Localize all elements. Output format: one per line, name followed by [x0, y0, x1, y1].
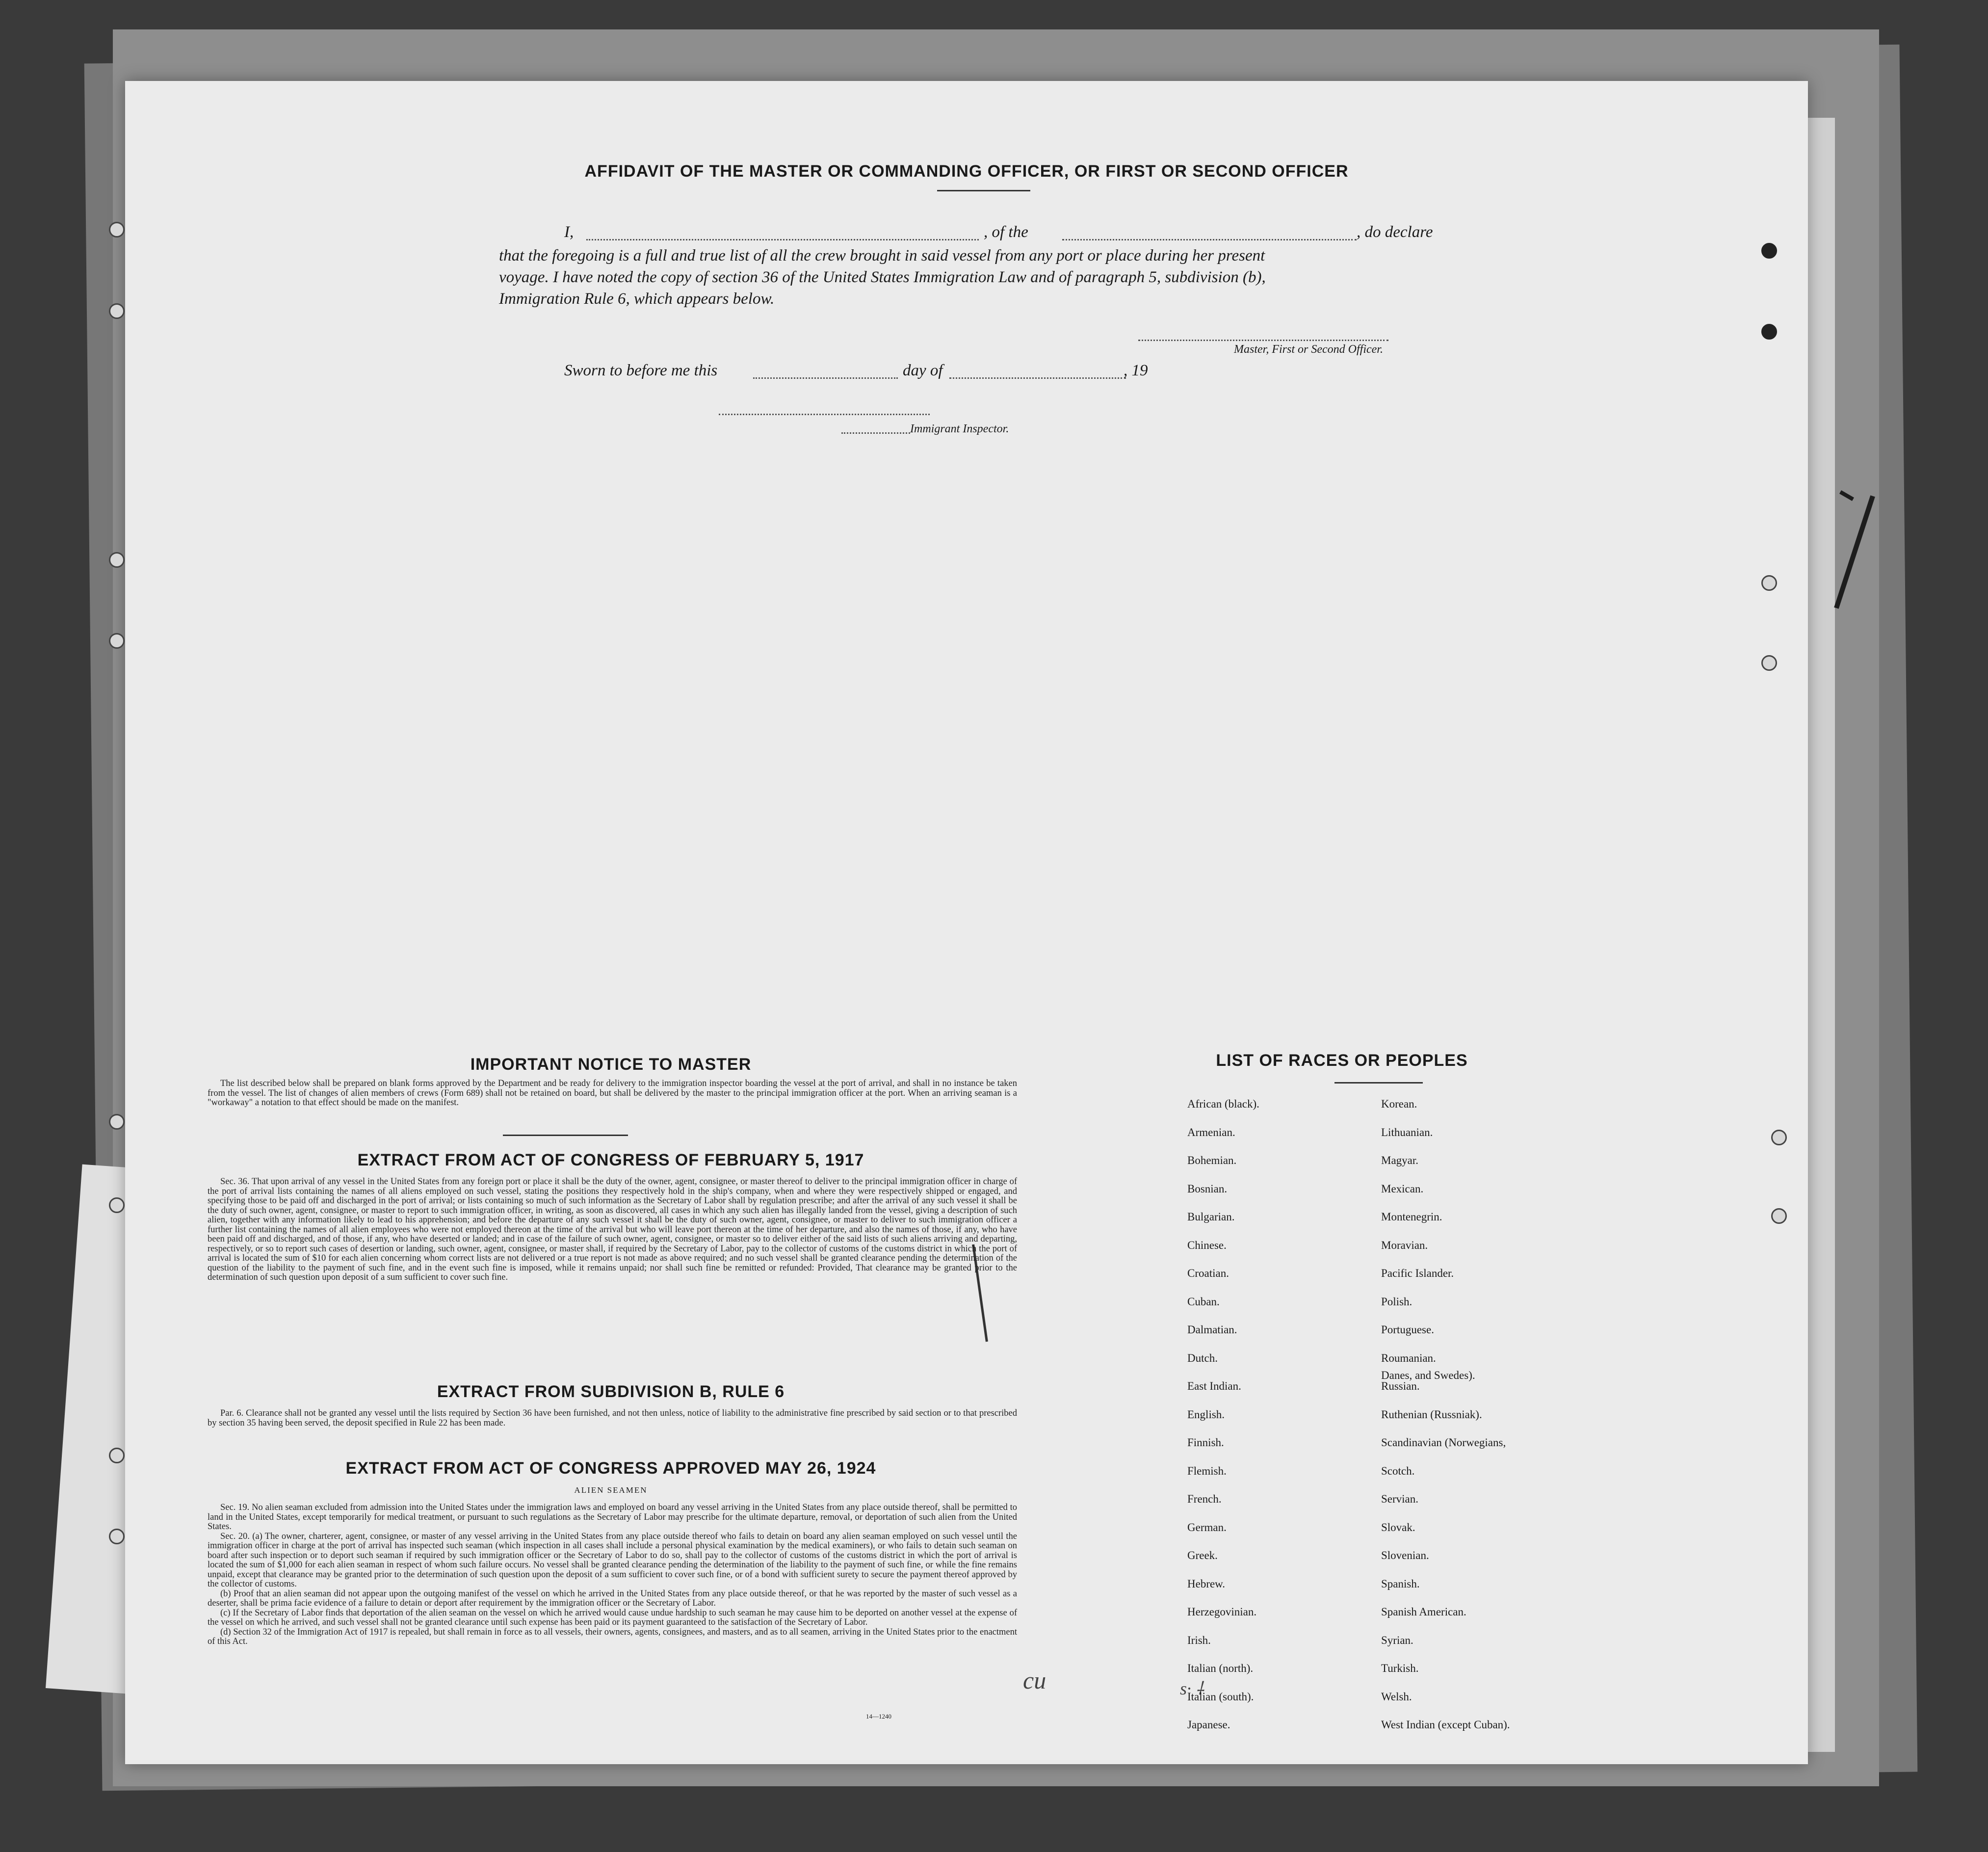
divider: [503, 1135, 628, 1136]
day-of-label: day of: [903, 362, 943, 379]
race-item: Bosnian.: [1187, 1182, 1228, 1195]
race-item: German.: [1187, 1521, 1227, 1534]
race-item-continuation: Danes, and Swedes).: [1381, 1369, 1475, 1381]
extract-1924-title: EXTRACT FROM ACT OF CONGRESS APPROVED MAY 26, 1924: [345, 1459, 876, 1478]
punch-hole: [109, 552, 125, 568]
race-item: Dalmatian.: [1187, 1323, 1237, 1336]
master-signature-line: [1138, 340, 1388, 341]
race-item: Herzegovinian.: [1187, 1606, 1257, 1618]
race-item: East Indian.: [1187, 1380, 1241, 1392]
race-item: Finnish.: [1187, 1436, 1224, 1449]
inspector-signature-line: [719, 414, 930, 415]
race-item: Flemish.: [1187, 1464, 1227, 1477]
race-item: Scandinavian (Norwegians,: [1381, 1436, 1506, 1449]
punch-hole: [109, 222, 125, 238]
punch-hole: [1761, 575, 1777, 591]
punch-hole: [1761, 324, 1777, 340]
race-item: Scotch.: [1381, 1464, 1415, 1477]
race-item: Portuguese.: [1381, 1323, 1434, 1336]
extract-1917-title: EXTRACT FROM ACT OF CONGRESS OF FEBRUARY 5, 1917: [357, 1151, 864, 1169]
punch-hole: [109, 1114, 125, 1130]
punch-hole: [1771, 1130, 1787, 1145]
month-blank: [949, 377, 1126, 379]
punch-hole: [109, 303, 125, 319]
affidavit-line4: Immigration Rule 6, which appears below.: [499, 290, 775, 308]
race-item: Slovenian.: [1381, 1549, 1429, 1561]
document-page: [125, 81, 1808, 1764]
punch-hole: [1771, 1208, 1787, 1224]
divider: [937, 190, 1030, 191]
punch-hole: [1761, 655, 1777, 671]
race-item: Polish.: [1381, 1295, 1413, 1308]
affidavit-line2: that the foregoing is a full and true list of all the crew brought in said vessel from any port or place during her present: [499, 247, 1265, 265]
race-item: Servian.: [1381, 1493, 1419, 1505]
race-item: Spanish American.: [1381, 1606, 1466, 1618]
race-item: Lithuanian.: [1381, 1126, 1433, 1138]
extract-1917-text: Sec. 36. That upon arrival of any vessel in the United States from any foreign port or place it shall be the duty of the owner, agent, consignee, or master thereof to deliver to the principal immigration officer in charge of the port of arrival lists containing the names of all aliens employed on such vessel, stating the positions they respectively hold in the ship's company, when and where they were respectively shipped or engaged, and specifying those to be paid off and discharged in the port of arrival; or lists containing so much of such information as the Secretary of Labor shall by regulation prescribe; and after the arrival of any such vessel it shall be the duty of such owner, agent, consignee, or master to report to such immigration officer, in writing, as soon as discovered, all cases in which any such alien has illegally landed from the vessel, giving a description of such alien, together with any information likely to lead to his apprehension; and before the departure of any such vessel it shall be the duty of such owner, agent, consignee, or master to deliver to such immigration officer a further list containing the names of all alien employees who were not employed thereon at the time of the arrival but who will leave port thereon at the time of her departure, and also the names of those, if any, who have been paid off and discharged, and of those, if any, who have deserted or landed; and in case of the failure of such owner, agent, consignee, or master so to deliver either of the said lists of such aliens arriving and departing, respectively, or so to report such cases of desertion or landing, such owner, agent, consignee, or master shall, if required by the Secretary of Labor, pay to the collector of customs of the customs district in which the port of arrival is located the sum of $10 for each alien concerning whom correct lists are not delivered or a true report is not made as above required; and no such vessel shall be granted clearance pending the determination of the question of the liability to the payment of such fine, and in the event such fine is imposed, while it remains unpaid; nor shall such fine be remitted or refunded: Provided, That clearance may be granted prior to the determination of such question upon deposit of a sum sufficient to cover such fine.: [208, 1177, 1017, 1282]
race-item: Dutch.: [1187, 1351, 1218, 1364]
alien-seamen-subtitle: ALIEN SEAMEN: [574, 1485, 648, 1495]
race-item: Hebrew.: [1187, 1577, 1226, 1590]
race-item: Welsh.: [1381, 1690, 1412, 1703]
race-item: Cuban.: [1187, 1295, 1220, 1308]
race-item: Mexican.: [1381, 1182, 1424, 1195]
master-label: Master, First or Second Officer.: [1234, 343, 1383, 356]
race-item: Chinese.: [1187, 1239, 1227, 1251]
scribble: s· ⸸: [1180, 1679, 1204, 1698]
race-item: Croatian.: [1187, 1267, 1229, 1279]
form-code: 14—1240: [866, 1713, 891, 1720]
race-item: African (black).: [1187, 1098, 1259, 1110]
race-item: Korean.: [1381, 1098, 1417, 1110]
punch-hole: [109, 633, 125, 649]
vessel-blank: [1062, 239, 1357, 240]
extract-rule6-text: Par. 6. Clearance shall not be granted any vessel until the lists required by Section 36 have been furnished, and not then unless, notice of liability to the administrative fine prescribed by said section or to that prescribed by section 35 having been served, the deposit specified in Rule 22 has been made.: [208, 1408, 1017, 1428]
affidavit-i: I,: [564, 223, 574, 241]
extract-rule6-title: EXTRACT FROM SUBDIVISION B, RULE 6: [437, 1382, 785, 1401]
divider: [1334, 1082, 1423, 1084]
race-item: West Indian (except Cuban).: [1381, 1719, 1510, 1731]
inspector-label: Immigrant Inspector.: [910, 423, 1009, 435]
sheet-edge: [1805, 118, 1835, 1752]
race-item: English.: [1187, 1408, 1225, 1421]
race-item: Irish.: [1187, 1634, 1211, 1646]
punch-hole: [109, 1448, 125, 1463]
affidavit-declare: , do declare: [1357, 223, 1433, 241]
notice-text: The list described below shall be prepared on blank forms approved by the Department and be ready for delivery to the immigration inspector boarding the vessel at the port of arrival, and shall in no instance be taken from the vessel. The list of changes of alien members of crews (Form 689) shall not be retained on board, but shall be delivered by the master to the principal immigration officer at the port. When an arriving seaman is a "workaway" a notation to that effect should be made on the manifest.: [208, 1079, 1017, 1108]
notice-title: IMPORTANT NOTICE TO MASTER: [470, 1055, 752, 1074]
inspector-dots: [841, 432, 910, 434]
year-label: , 19: [1124, 362, 1148, 379]
race-item: Syrian.: [1381, 1634, 1413, 1646]
race-item: Ruthenian (Russniak).: [1381, 1408, 1482, 1421]
race-item: Japanese.: [1187, 1719, 1230, 1731]
affidavit-line3: voyage. I have noted the copy of section 36 of the United States Immigration Law and of paragraph 5, subdivision (b),: [499, 268, 1266, 286]
race-item: Bulgarian.: [1187, 1211, 1235, 1223]
race-item: Italian (north).: [1187, 1662, 1254, 1674]
race-item: Pacific Islander.: [1381, 1267, 1454, 1279]
race-item: Russian.: [1381, 1380, 1420, 1392]
race-item: Spanish.: [1381, 1577, 1420, 1590]
race-item: Slovak.: [1381, 1521, 1415, 1534]
affidavit-of-the: , of the: [984, 223, 1028, 241]
race-item: Roumanian.: [1381, 1351, 1436, 1364]
race-item: Magyar.: [1381, 1154, 1419, 1166]
punch-hole: [1761, 243, 1777, 259]
races-title: LIST OF RACES OR PEOPLES: [1216, 1051, 1468, 1070]
race-item: French.: [1187, 1493, 1222, 1505]
punch-hole: [109, 1197, 125, 1213]
race-item: Armenian.: [1187, 1126, 1235, 1138]
race-item: Turkish.: [1381, 1662, 1419, 1674]
extract-1924-text: Sec. 19. No alien seaman excluded from admission into the United States under the immigration laws and employed on board any vessel arriving in the United States from any place outside thereof, shall be permitted to land in the United States, except temporarily for medical treatment, or pursuant to such regulations as the Secretary of Labor may prescribe for the ultimate departure, removal, or deportation of such alien from the United States. Sec. 20. (a) The owner, charterer, agent, consignee, or master of any vessel arriving in the United States from any place outside thereof who fails to detain on board any alien seaman employed on such vessel until the immigration officer in charge at the port of arrival has inspected such seaman (which inspection in all cases shall include a personal physical examination by the medical examiners), or who fails to detain such seaman on board after such inspection or to deport such seaman if required by such immigration officer or the Secretary of Labor to do so, shall pay to the collector of customs of the customs district in which the port of arrival is located the sum of $1,000 for each alien seaman in respect of whom such failure occurs. No vessel shall be granted clearance pending the determination of the liability to the payment of such fine, or while the fine remains unpaid, except that clearance may be granted prior to the determination of such question upon the deposit of a sum sufficient to cover such fine, or of a bond with sufficient surety to secure the payment thereof approved by the collector of customs. (b) Proof that an alien seaman did not appear upon the outgoing manifest of the vessel on which he arrived in the United States from any place outside thereof, or that he was reported by the master of such vessel as a deserter, shall be prima facie evidence of a failure to detain or deport after requirement by the immigration officer or the Secretary of Labor. (c) If the Secretary of Labor finds that deportation of the alien seaman on the vessel on which he arrived would cause undue hardship to such seaman he may cause him to be deported on another vessel at the expense of the vessel on which he arrived, and such vessel shall not be granted clearance until such expense has been paid or its payment guaranteed to the satisfaction of the Secretary of Labor. (d) Section 32 of the Immigration Act of 1917 is repealed, but shall remain in force as to all vessels, their owners, agents, consignees, and masters, and as to all seamen, arriving in the United States prior to the enactment of this Act.: [208, 1503, 1017, 1646]
race-item: Moravian.: [1381, 1239, 1428, 1251]
scribble: cu: [1023, 1667, 1046, 1694]
affidavit-title: AFFIDAVIT OF THE MASTER OR COMMANDING OFFICER, OR FIRST OR SECOND OFFICER: [584, 162, 1349, 181]
race-item: Italian (south).: [1187, 1690, 1254, 1703]
day-blank: [753, 377, 898, 379]
sworn-label: Sworn to before me this: [564, 362, 718, 379]
race-item: Greek.: [1187, 1549, 1218, 1561]
race-item: Montenegrin.: [1381, 1211, 1442, 1223]
race-item: Bohemian.: [1187, 1154, 1237, 1166]
punch-hole: [109, 1529, 125, 1544]
name-blank: [586, 239, 979, 240]
